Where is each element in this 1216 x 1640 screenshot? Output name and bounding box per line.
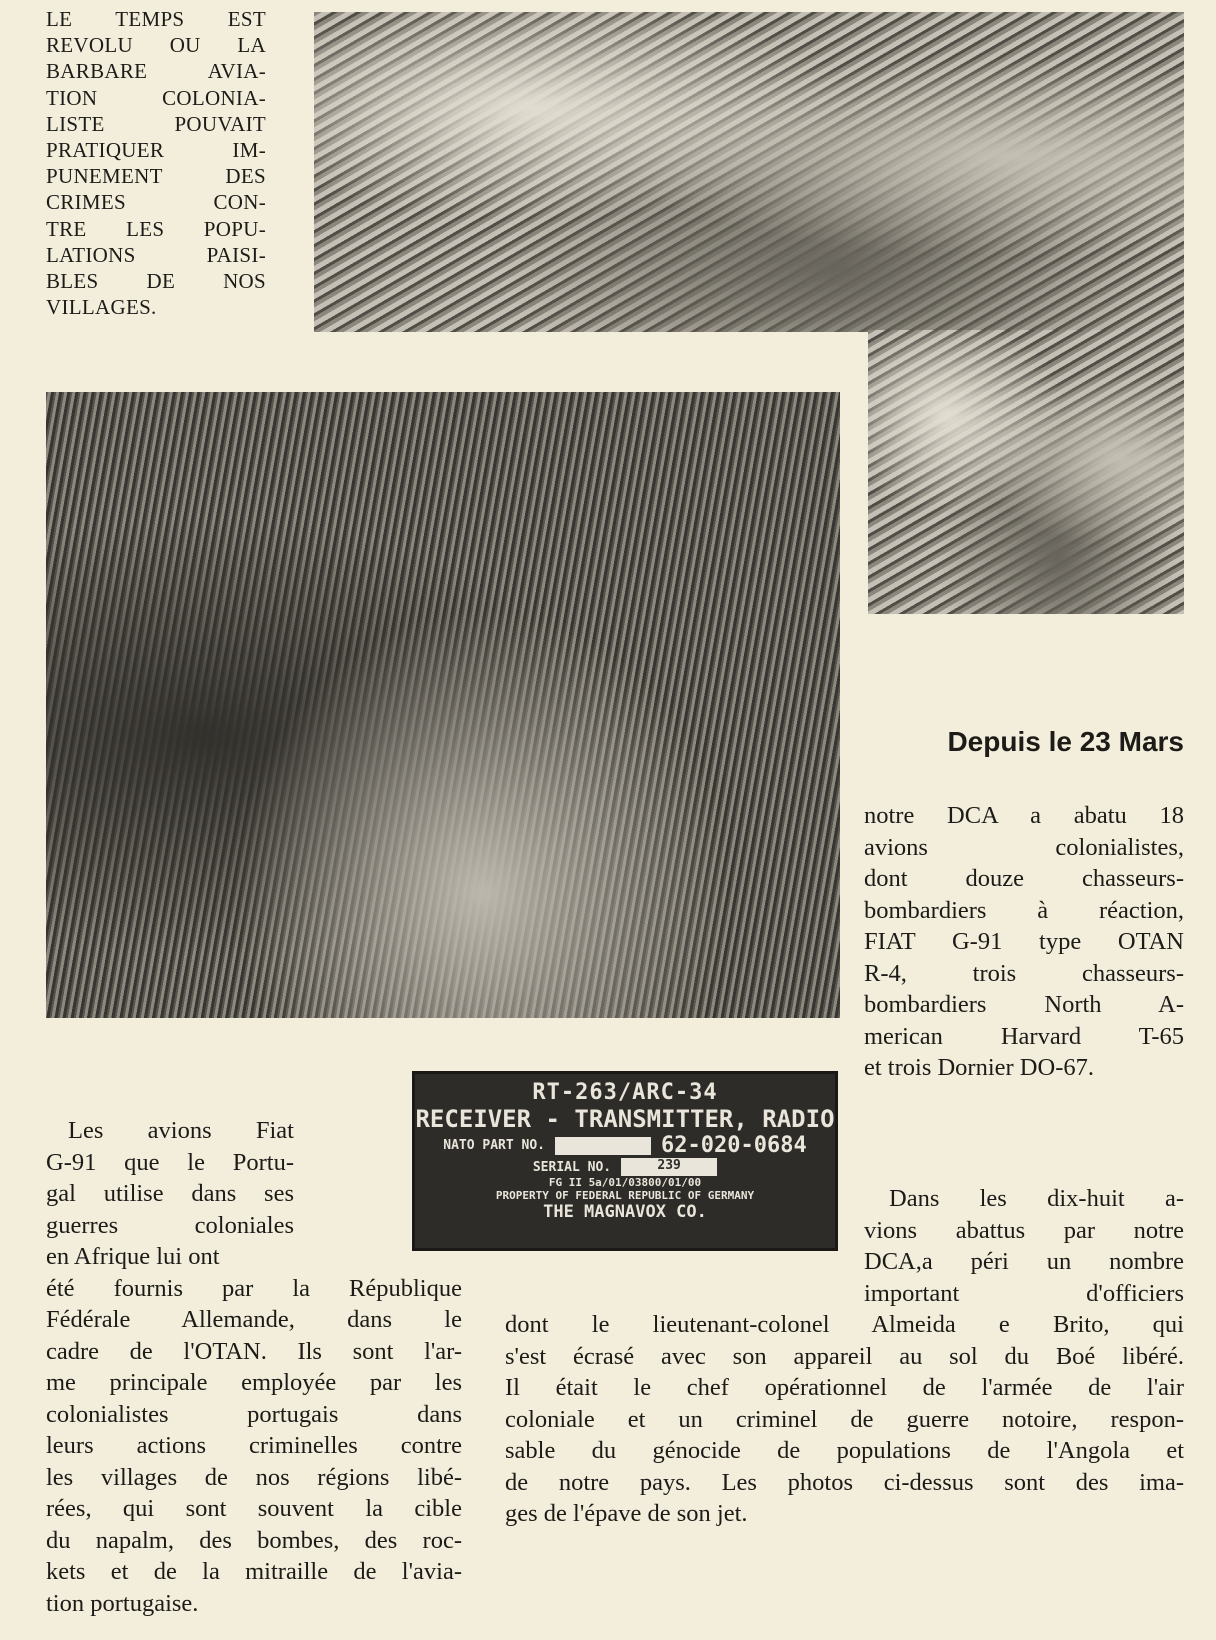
text-line: me principale employée par les xyxy=(46,1369,462,1396)
text-line: du napalm, des bombes, des roc- xyxy=(46,1526,462,1554)
caption-line: TION COLONIA- xyxy=(46,85,266,110)
wreckage-photo-top xyxy=(314,12,1184,332)
left-column-text xyxy=(46,1115,462,1619)
photo-caption xyxy=(46,6,266,320)
wreckage-photo-middle xyxy=(46,392,840,1018)
caption-line: PRATIQUER IM- xyxy=(46,138,266,163)
text-line: avions colonialistes, xyxy=(864,833,1184,861)
plate-nato-value: 62-020-0684 xyxy=(661,1133,807,1158)
plate-fg-line: FG II 5a/01/03800/01/00 xyxy=(548,1176,702,1189)
caption-line: PUNEMENT DES xyxy=(46,164,266,189)
text-line: bombardiers North A- xyxy=(864,991,1184,1018)
text-line: coloniale et un criminel de guerre notoire, respon- xyxy=(505,1405,1184,1433)
text-line: colonialistes portugais dans xyxy=(46,1400,462,1428)
right-column-text xyxy=(864,800,1184,1084)
text-line: et trois Dornier DO-67. xyxy=(864,1054,1094,1081)
text-line: kets et de la mitraille de l'avia- xyxy=(46,1558,462,1585)
section-heading: Depuis le 23 Mars xyxy=(947,726,1184,757)
text-line: dont le lieutenant-colonel Almeida e Brito, qui xyxy=(505,1311,1184,1338)
caption-line: CRIMES CON- xyxy=(46,190,266,215)
wreckage-photo-top-extension xyxy=(868,330,1184,614)
plate-model: RT-263/ARC-34 xyxy=(532,1080,718,1105)
text-line: Fédérale Allemande, dans le xyxy=(46,1306,462,1333)
caption-line: BARBARE AVIA- xyxy=(46,59,266,84)
plate-serial-value: 239 xyxy=(621,1158,717,1176)
text-line: rées, qui sont souvent la cible xyxy=(46,1495,462,1522)
caption-line: LISTE POUVAIT xyxy=(46,111,266,136)
text-line: de notre pays. Les photos ci-dessus sont des ima- xyxy=(505,1468,1184,1496)
text-line: s'est écrasé avec son appareil au sol du Boé libéré. xyxy=(505,1342,1184,1370)
text-line: R-4, trois chasseurs- xyxy=(864,959,1184,987)
text-line: guerres coloniales xyxy=(46,1211,294,1239)
text-line: été fournis par la République xyxy=(46,1274,462,1302)
text-line: DCA,a péri un nombre xyxy=(864,1248,1184,1275)
text-line: vions abattus par notre xyxy=(864,1216,1184,1244)
text-line: merican Harvard T-65 xyxy=(864,1022,1184,1050)
text-line: leurs actions criminelles contre xyxy=(46,1432,462,1459)
plate-serial-label: SERIAL NO. xyxy=(532,1159,612,1175)
text-line: tion portugaise. xyxy=(46,1589,199,1617)
caption-line: VILLAGES. xyxy=(46,295,157,320)
text-line: les villages de nos régions libé- xyxy=(46,1463,462,1491)
text-line: en Afrique lui ont xyxy=(46,1243,220,1270)
text-line: sable du génocide de populations de l'Angola et xyxy=(505,1437,1184,1464)
text-line: gal utilise dans ses xyxy=(46,1180,294,1207)
caption-line: BLES DE NOS xyxy=(46,269,266,294)
plate-title: RECEIVER - TRANSMITTER, RADIO xyxy=(415,1105,835,1133)
bottom-right-text xyxy=(505,1183,1184,1530)
text-line: G-91 que le Portu- xyxy=(46,1148,294,1176)
plate-property: PROPERTY OF FEDERAL REPUBLIC OF GERMANY xyxy=(495,1189,755,1202)
text-line: FIAT G-91 type OTAN xyxy=(864,928,1184,955)
caption-line: LATIONS PAISI- xyxy=(46,242,266,267)
caption-line: LE TEMPS EST xyxy=(46,7,266,31)
text-line: ges de l'épave de son jet. xyxy=(505,1500,748,1527)
text-line: cadre de l'OTAN. Ils sont l'ar- xyxy=(46,1337,462,1365)
text-line: bombardiers à réaction, xyxy=(864,896,1184,924)
text-line: dont douze chasseurs- xyxy=(864,865,1184,892)
text-line: Il était le chef opérationnel de l'armée de l'air xyxy=(505,1374,1184,1401)
plate-nato-label: NATO PART NO. xyxy=(443,1138,546,1153)
text-line: important d'officiers xyxy=(864,1279,1184,1307)
text-line: notre DCA a abatu 18 xyxy=(864,802,1184,829)
text-line: Les avions Fiat xyxy=(68,1117,294,1144)
caption-line: REVOLU OU LA xyxy=(46,33,266,58)
caption-line: TRE LES POPU- xyxy=(46,216,266,241)
plate-maker: THE MAGNAVOX CO. xyxy=(543,1202,707,1222)
text-line: Dans les dix-huit a- xyxy=(889,1185,1184,1212)
